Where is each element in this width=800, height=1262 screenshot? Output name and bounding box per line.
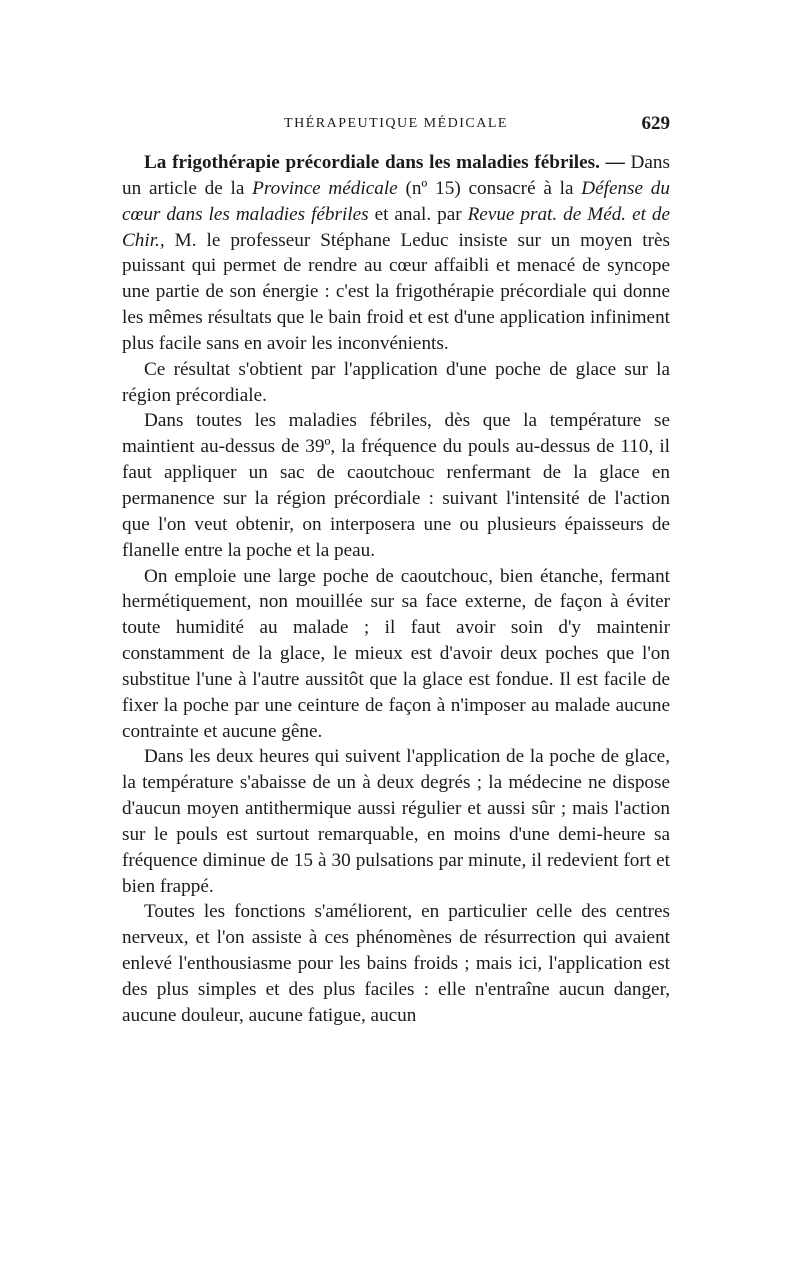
p1-text-1: Dans un article de la — [122, 152, 670, 199]
section-heading: La frigothérapie précordiale dans les maladies fébriles. — — [144, 152, 625, 173]
running-head — [122, 113, 670, 138]
paragraph-5: Dans les deux heures qui suivent l'application de la poche de glace, la température s'abaisse de un à deux degrés ; la médecine ne dispose d'aucun moyen antithermique aussi régulier et aussi sûr ; mais l'action sur le pouls est surtout remarquable, en moins d'une demi-heure sa fréquence diminue de 15 à 30 pulsations par minute, il redevient fort et bien frappé. — [122, 746, 670, 897]
p1-text-2: (nº 15) consacré à la — [397, 177, 582, 199]
journal-title-province: Province médicale — [252, 177, 398, 199]
paragraph-4: On emploie une large poche de caoutchouc, bien étanche, fermant hermétiquement, non mouillée sur sa face externe, de façon à éviter toute humidité au malade ; il faut avoir soin d'y maintenir constamment de la glace, le mieux est d'avoir deux poches que l'on substitue l'une à l'autre aussitôt que la glace est fondue. Il est facile de fixer la poche par une ceinture de façon à n'imposer au malade aucune contrainte et aucune gêne. — [122, 565, 670, 742]
article-title: Défense du cœur dans les maladies fébriles — [122, 177, 670, 225]
page-number: 629 — [641, 113, 670, 134]
paragraph-6: Toutes les fonctions s'améliorent, en particulier celle des centres nerveux, et l'on assiste à ces phénomènes de résurrection qui avaient enlevé l'enthousiasme pour les bains froids ; mais ici, l'application est des plus simples et des plus faciles : elle n'entraîne aucun danger, aucune douleur, aucune fatigue, aucun — [122, 901, 670, 1026]
p1-text-3: et anal. par — [368, 203, 468, 225]
p1-text-4: , M. le professeur Stéphane Leduc insiste sur un moyen très puissant qui permet de rendre au cœur affaibli et menacé de syncope une partie de son énergie : c'est la frigothérapie précordiale qui donne les mêmes résultats que le bain froid et est d'une application infiniment plus facile sans en avoir les inconvénients. — [122, 229, 670, 354]
paragraph-3: Dans toutes les maladies fébriles, dès que la température se maintient au-dessus de 39º, la fréquence du pouls au-dessus de 110, il faut appliquer un sac de caoutchouc renfermant de la glace en permanence sur la région précordiale : suivant l'intensité de l'action que l'on veut obtenir, on interposera une ou plusieurs épaisseurs de flanelle entre la poche et la peau. — [122, 410, 670, 561]
journal-title-revue: Revue prat. de Méd. et de Chir. — [122, 203, 670, 251]
paragraph-2: Ce résultat s'obtient par l'application d'une poche de glace sur la région précordiale. — [122, 358, 670, 406]
running-title: THÉRAPEUTIQUE MÉDICALE — [284, 116, 508, 131]
paragraph-1 — [122, 150, 670, 357]
body-text — [122, 150, 670, 1029]
